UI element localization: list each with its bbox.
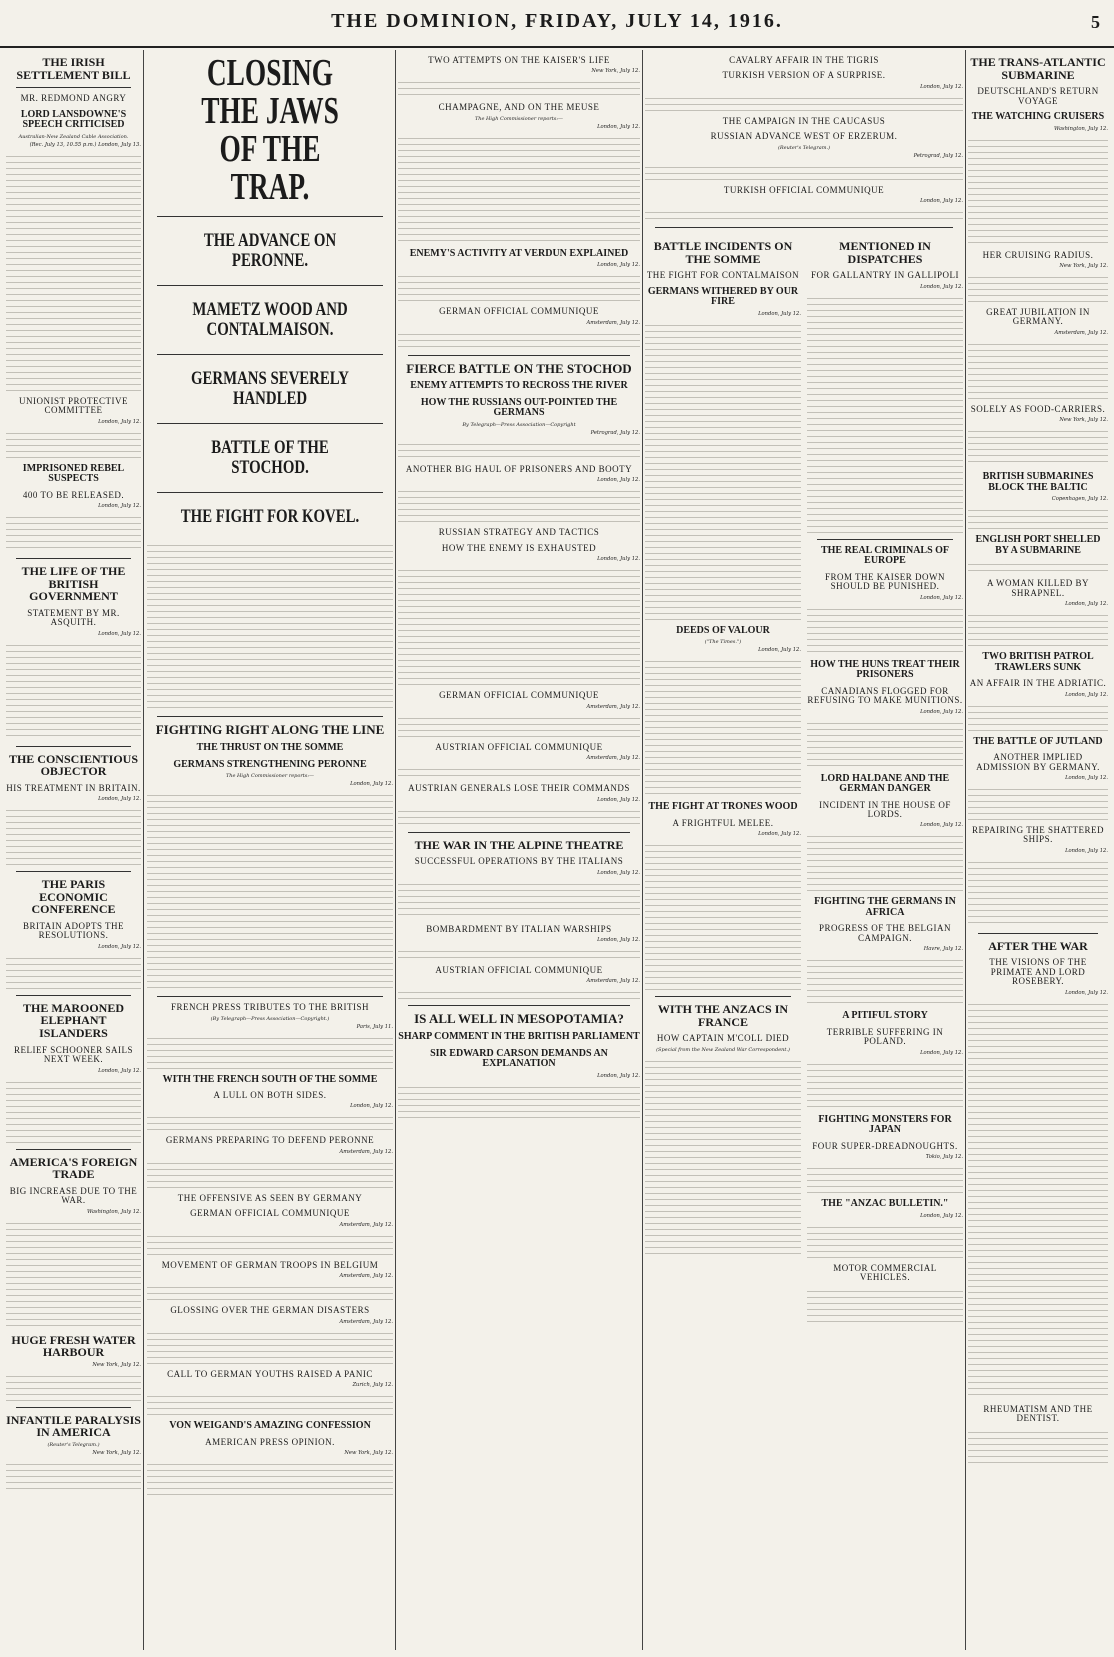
- headline: GREAT JUBILATION IN GERMANY.: [986, 307, 1090, 327]
- dateline: Amsterdam, July 12.: [339, 1148, 393, 1155]
- dateline: Paris, July 11.: [356, 1023, 393, 1030]
- headline: BRITISH SUBMARINES BLOCK THE BALTIC: [982, 471, 1094, 493]
- article-body: [147, 1158, 393, 1188]
- article-body: [147, 540, 393, 710]
- dateline: London, July 12.: [597, 477, 640, 484]
- headline: VON WEIGAND'S AMAZING CONFESSION: [169, 1420, 371, 1432]
- article-body: [398, 946, 640, 960]
- article-body: [968, 339, 1108, 399]
- headline: FIGHTING MONSTERS FOR JAPAN: [818, 1113, 952, 1136]
- headline: MOTOR COMMERCIAL VEHICLES.: [833, 1262, 937, 1283]
- dateline: London, July 12.: [98, 943, 141, 950]
- dateline: New York, July 12.: [1059, 263, 1108, 269]
- dateline: London, July 12.: [350, 1103, 393, 1110]
- article-body: [398, 486, 640, 522]
- article-body: [6, 1459, 141, 1489]
- headline: MOVEMENT OF GERMAN TROOPS IN BELGIUM: [161, 1259, 379, 1270]
- article-body: [645, 1056, 801, 1256]
- dateline: London, July 12.: [597, 937, 640, 944]
- headline: THE MAROONED ELEPHANT ISLANDERS: [22, 1000, 124, 1041]
- article-body: [968, 1427, 1108, 1467]
- headline: TWO BRITISH PATROL TRAWLERS SUNK: [982, 651, 1094, 673]
- article-body: [398, 271, 640, 301]
- subheadline: FOR GALLANTRY IN GALLIPOLI: [811, 270, 959, 281]
- byline: (Reuter's Telegram.): [777, 144, 831, 151]
- dateline: London, July 12.: [1065, 847, 1108, 854]
- column-4: [645, 50, 963, 1650]
- subheadline: RELIEF SCHOONER SAILS NEXT WEEK.: [13, 1044, 133, 1065]
- article-body: [807, 955, 963, 1005]
- article-body: [398, 1082, 640, 1122]
- main-subheadline: BATTLE OF THE STOCHOD.: [211, 436, 329, 478]
- subheadline: INCIDENT IN THE HOUSE OF LORDS.: [819, 799, 951, 819]
- dateline: London, July 12.: [597, 262, 640, 269]
- article-body: [645, 320, 801, 620]
- headline: GLOSSING OVER THE GERMAN DISASTERS: [170, 1305, 370, 1316]
- subheadline: GERMAN OFFICIAL COMMUNIQUE: [190, 1208, 350, 1219]
- headline: AFTER THE WAR: [988, 938, 1088, 953]
- headline: AUSTRIAN OFFICIAL COMMUNIQUE: [435, 965, 603, 976]
- dateline: London, July 12.: [1065, 775, 1108, 781]
- subheadline: GERMANS WITHERED BY OUR FIRE: [647, 285, 799, 308]
- dateline: Amsterdam, July 12.: [586, 703, 640, 710]
- dateline: London, July 12.: [597, 556, 640, 563]
- article-body: [968, 505, 1108, 529]
- headline: AMERICA'S FOREIGN TRADE: [9, 1154, 138, 1182]
- headline: AUSTRIAN OFFICIAL COMMUNIQUE: [435, 741, 603, 752]
- column-1: [6, 50, 141, 1650]
- two-column-section: [645, 234, 963, 1324]
- subheadline: HOW THE RUSSIANS OUT-POINTED THE GERMANS: [420, 396, 618, 419]
- byline: ("The Times."): [704, 639, 742, 646]
- article-body: [645, 207, 963, 221]
- article-body: [645, 93, 963, 111]
- article-body: [398, 713, 640, 737]
- byline: Australian-New Zealand Cable Association.: [18, 133, 129, 140]
- subheadline: THE FIGHT FOR CONTALMAISON: [646, 270, 800, 281]
- headline: THE IRISH SETTLEMENT BILL: [16, 55, 131, 82]
- column-3: [398, 50, 640, 1650]
- dateline: Petrograd, July 12.: [590, 429, 640, 436]
- column-rule: [395, 50, 396, 1650]
- headline: GERMAN OFFICIAL COMMUNIQUE: [439, 306, 599, 317]
- subheadline: A LULL ON BOTH SIDES.: [213, 1090, 327, 1101]
- headline: IMPRISONED REBEL SUSPECTS: [22, 462, 125, 484]
- subheadline: SUCCESSFUL OPERATIONS BY THE ITALIANS: [414, 856, 624, 867]
- headline: GERMANS PREPARING TO DEFEND PERONNE: [165, 1135, 375, 1146]
- headline: A WOMAN KILLED BY SHRAPNEL.: [986, 578, 1090, 598]
- subheadline: GERMANS STRENGTHENING PERONNE: [173, 758, 367, 770]
- dateline: London, July 12.: [1065, 601, 1108, 608]
- dateline: London, July 12.: [920, 1212, 963, 1219]
- column-rule: [965, 50, 966, 1650]
- sub-column-right: [807, 234, 963, 1324]
- subheadline: AN AFFAIR IN THE ADRIATIC.: [969, 678, 1107, 689]
- headline: FIERCE BATTLE ON THE STOCHOD: [406, 360, 632, 376]
- main-subheadline: MAMETZ WOOD AND CONTALMAISON.: [192, 298, 348, 340]
- column-5: [968, 50, 1108, 1650]
- subheadline: TURKISH VERSION OF A SURPRISE.: [722, 70, 886, 81]
- headline: INFANTILE PARALYSIS IN AMERICA: [6, 1412, 141, 1440]
- subheadline: FROM THE KAISER DOWN SHOULD BE PUNISHED.: [824, 571, 946, 592]
- subheadline: THE THRUST ON THE SOMME: [196, 742, 344, 754]
- article-body: [807, 1059, 963, 1109]
- headline: THE PARIS ECONOMIC CONFERENCE: [31, 877, 116, 917]
- subheadline: PROGRESS OF THE BELGIAN CAMPAIGN.: [818, 923, 952, 943]
- headline: ENEMY'S ACTIVITY AT VERDUN EXPLAINED: [409, 247, 629, 259]
- dateline: Amsterdam, July 12.: [339, 1273, 393, 1280]
- dateline: London, July 12.: [920, 283, 963, 290]
- article-body: [6, 1077, 141, 1143]
- dateline: London, July 12.: [98, 796, 141, 803]
- headline: IS ALL WELL IN MESOPOTAMIA?: [414, 1011, 624, 1027]
- headline: WITH THE ANZACS IN FRANCE: [657, 1002, 789, 1029]
- dateline: Petrograd, July 12.: [913, 152, 963, 159]
- dateline: Amsterdam, July 12.: [1054, 329, 1108, 336]
- article-body: [398, 77, 640, 97]
- dateline: Washington, July 12.: [1053, 125, 1108, 132]
- dateline: London, July 12.: [597, 796, 640, 803]
- dateline: Zurich, July 12.: [352, 1382, 393, 1389]
- headline: THE CONSCIENTIOUS OBJECTOR: [8, 751, 139, 779]
- headline: RHEUMATISM AND THE DENTIST.: [983, 1403, 1093, 1424]
- page-number: 5: [1091, 12, 1100, 32]
- dateline: London, July 12.: [758, 310, 801, 317]
- article-body: [6, 1218, 141, 1328]
- dateline: London, July 12.: [597, 1072, 640, 1079]
- subheadline: 400 TO BE RELEASED.: [22, 489, 125, 500]
- dateline: London, July 12.: [98, 502, 141, 509]
- headline: THE "ANZAC BULLETIN.": [821, 1198, 949, 1210]
- column-rule: [642, 50, 643, 1650]
- byline: By Telegraph—Press Association—Copyright: [462, 421, 576, 428]
- headline: HER CRUISING RADIUS.: [982, 249, 1094, 260]
- headline: TWO ATTEMPTS ON THE KAISER'S LIFE: [428, 55, 610, 65]
- headline: DEEDS OF VALOUR: [676, 624, 770, 636]
- dateline: London, July 12.: [920, 822, 963, 829]
- headline: MENTIONED IN DISPATCHES: [839, 239, 931, 266]
- headline: ANOTHER BIG HAUL OF PRISONERS AND BOOTY: [405, 463, 633, 474]
- subheadline: A FRIGHTFUL MELEE.: [672, 817, 774, 828]
- headline: A PITIFUL STORY: [842, 1010, 928, 1022]
- headline: CALL TO GERMAN YOUTHS RAISED A PANIC: [167, 1368, 373, 1379]
- article-body: [645, 840, 801, 990]
- article-body: [807, 831, 963, 891]
- subheadline: HIS TREATMENT IN BRITAIN.: [6, 782, 141, 793]
- article-body: [968, 559, 1108, 573]
- subheadline: ENEMY ATTEMPTS TO RECROSS THE RIVER: [410, 380, 628, 392]
- article-body: [968, 610, 1108, 646]
- article-body: [968, 784, 1108, 820]
- headline: THE REAL CRIMINALS OF EUROPE: [820, 544, 950, 567]
- article-body: [147, 1282, 393, 1300]
- headline: THE CAMPAIGN IN THE CAUCASUS: [722, 115, 886, 126]
- subheadline: DEUTSCHLAND'S RETURN VOYAGE: [977, 86, 1099, 106]
- byline: (Reuter's Telegram.): [47, 1441, 100, 1448]
- dateline: Amsterdam, July 12.: [339, 1221, 393, 1228]
- dateline: New York, July 12.: [92, 1361, 141, 1368]
- article-body: [6, 805, 141, 865]
- masthead: [0, 0, 1114, 48]
- dateline: London, July 12.: [1065, 989, 1108, 996]
- article-body: [807, 1286, 963, 1322]
- subheadline: AMERICAN PRESS OPINION.: [205, 1436, 335, 1447]
- headline: HOW THE HUNS TREAT THEIR PRISONERS: [810, 658, 960, 681]
- headline: AUSTRIAN GENERALS LOSE THEIR COMMANDS: [408, 783, 630, 794]
- subheadline: BIG INCREASE DUE TO THE WAR.: [9, 1185, 138, 1206]
- dateline: New York, July 12.: [92, 1449, 141, 1456]
- dateline: Amsterdam, July 12.: [586, 755, 640, 762]
- subheadline: HOW THE ENEMY IS EXHAUSTED: [441, 542, 597, 553]
- subheadline: SHARP COMMENT IN THE BRITISH PARLIAMENT: [398, 1031, 640, 1043]
- byline: (Special from the New Zealand War Correspondent.): [656, 1046, 790, 1053]
- headline: UNIONIST PROTECTIVE COMMITTEE: [18, 395, 129, 416]
- byline: (By Telegraph—Press Association—Copyright.): [210, 1015, 330, 1022]
- headline: THE WAR IN THE ALPINE THEATRE: [414, 837, 624, 852]
- article-body: [147, 1231, 393, 1255]
- headline: THE TRANS-ATLANTIC SUBMARINE: [970, 55, 1106, 82]
- article-body: [6, 428, 141, 458]
- headline: TURKISH OFFICIAL COMMUNIQUE: [723, 184, 885, 195]
- headline: GERMAN OFFICIAL COMMUNIQUE: [439, 690, 599, 701]
- headline: ENGLISH PORT SHELLED BY A SUBMARINE: [975, 534, 1101, 556]
- article-body: [398, 565, 640, 685]
- dateline: London, July 12.: [98, 630, 141, 637]
- article-body: [6, 1371, 141, 1401]
- subheadline: LORD LANSDOWNE'S SPEECH CRITICISED: [20, 108, 127, 131]
- dateline: London, July 12.: [758, 831, 801, 838]
- subheadline: FOUR SUPER-DREADNOUGHTS.: [812, 1140, 958, 1151]
- byline: The High Commissioner reports:—: [474, 115, 564, 122]
- subheadline: CANADIANS FLOGGED FOR REFUSING TO MAKE MUNITIONS.: [807, 685, 963, 706]
- main-subheadline: THE ADVANCE ON PERONNE.: [203, 230, 337, 271]
- headline: FRENCH PRESS TRIBUTES TO THE BRITISH: [170, 1002, 370, 1013]
- dateline: Tokio, July 12.: [925, 1154, 963, 1161]
- headline: WITH THE FRENCH SOUTH OF THE SOMME: [162, 1073, 378, 1085]
- article-body: [807, 1163, 963, 1193]
- article-body: [398, 764, 640, 778]
- column-2: [147, 50, 393, 1650]
- headline: FIGHTING RIGHT ALONG THE LINE: [155, 722, 385, 738]
- article-body: [968, 135, 1108, 245]
- subheadline: TERRIBLE SUFFERING IN POLAND.: [826, 1026, 944, 1047]
- headline: RUSSIAN STRATEGY AND TACTICS: [438, 527, 600, 538]
- article-body: [398, 329, 640, 349]
- article-body: [398, 806, 640, 826]
- sub-column-left: [645, 234, 801, 1324]
- article-body: [398, 879, 640, 919]
- dateline: London, July 12.: [920, 83, 963, 90]
- headline: HUGE FRESH WATER HARBOUR: [11, 1332, 136, 1360]
- article-body: [398, 133, 640, 243]
- headline: THE FIGHT AT TRONES WOOD: [648, 801, 798, 813]
- headline: THE OFFENSIVE AS SEEN BY GERMANY: [177, 1192, 363, 1203]
- headline: THE BATTLE OF JUTLAND: [973, 735, 1103, 747]
- headline: LORD HALDANE AND THE GERMAN DANGER: [820, 772, 950, 795]
- main-subheadline: THE FIGHT FOR KOVEL.: [180, 505, 360, 527]
- byline: The High Commissioner reports:—: [225, 773, 315, 780]
- article-body: [645, 162, 963, 180]
- dateline: London, July 12.: [1065, 691, 1108, 698]
- article-body: [147, 1112, 393, 1130]
- dateline: Amsterdam, July 12.: [339, 1318, 393, 1325]
- article-body: [807, 604, 963, 654]
- article-body: [147, 790, 393, 990]
- dateline: Copenhagen, July 12.: [1051, 496, 1108, 503]
- headline: BOMBARDMENT BY ITALIAN WARSHIPS: [426, 923, 612, 934]
- dateline: (Rec. July 13, 10.55 p.m.) London, July 13.: [29, 141, 141, 148]
- headline: CHAMPAGNE, AND ON THE MEUSE: [438, 102, 600, 113]
- dateline: New York, July 12.: [344, 1450, 393, 1457]
- article-body: [968, 857, 1108, 927]
- subheadline: MR. REDMOND ANGRY: [20, 93, 127, 104]
- dateline: London, July 12.: [758, 647, 801, 654]
- dateline: Amsterdam, July 12.: [586, 319, 640, 326]
- article-body: [6, 640, 141, 740]
- newspaper-title: THE DOMINION, FRIDAY, JULY 14, 1916.: [331, 10, 783, 32]
- headline: BATTLE INCIDENTS ON THE SOMME: [653, 239, 793, 266]
- dateline: Havre, July 12.: [923, 946, 963, 953]
- subheadline: STATEMENT BY MR. ASQUITH.: [27, 607, 120, 628]
- article-body: [147, 1459, 393, 1499]
- dateline: London, July 12.: [920, 708, 963, 715]
- headline: CAVALRY AFFAIR IN THE TIGRIS: [729, 55, 879, 65]
- headline: FIGHTING THE GERMANS IN AFRICA: [814, 896, 956, 918]
- article-body: [147, 1391, 393, 1415]
- subheadline: BRITAIN ADOPTS THE RESOLUTIONS.: [22, 921, 125, 941]
- dateline: London, July 12.: [920, 198, 963, 205]
- article-body: [968, 426, 1108, 466]
- article-body: [398, 439, 640, 459]
- article-body: [807, 1222, 963, 1258]
- article-body: [147, 1033, 393, 1069]
- article-body: [968, 701, 1108, 731]
- dateline: New York, July 12.: [591, 68, 640, 75]
- column-rule: [143, 50, 144, 1650]
- dateline: London, July 12.: [597, 869, 640, 876]
- main-subheadline: GERMANS SEVERELY HANDLED: [191, 367, 349, 409]
- dateline: London, July 12.: [350, 781, 393, 788]
- article-body: [645, 656, 801, 796]
- subheadline: ANOTHER IMPLIED ADMISSION BY GERMANY.: [976, 752, 1100, 772]
- dateline: London, July 12.: [597, 123, 640, 130]
- article-body: [968, 272, 1108, 302]
- article-body: [6, 151, 141, 391]
- headline: REPAIRING THE SHATTERED SHIPS.: [971, 825, 1104, 845]
- dateline: London, July 12.: [920, 594, 963, 601]
- headline: THE LIFE OF THE BRITISH GOVERNMENT: [21, 563, 126, 604]
- article-body: [398, 987, 640, 999]
- dateline: Amsterdam, July 12.: [586, 978, 640, 985]
- headline: SOLELY AS FOOD-CARRIERS.: [970, 403, 1106, 414]
- article-body: [807, 293, 963, 533]
- subheadline: HOW CAPTAIN M'COLL DIED: [656, 1033, 790, 1044]
- dateline: London, July 12.: [98, 418, 141, 425]
- subheadline: RUSSIAN ADVANCE WEST OF ERZERUM.: [710, 131, 898, 142]
- article-body: [807, 718, 963, 768]
- dateline: New York, July 12.: [1059, 417, 1108, 424]
- article-body: [6, 953, 141, 989]
- article-body: [6, 512, 141, 552]
- article-body: [147, 1328, 393, 1364]
- dateline: London, July 12.: [920, 1049, 963, 1056]
- subheadline: THE WATCHING CRUISERS: [971, 111, 1105, 123]
- subheadline: THE VISIONS OF THE PRIMATE AND LORD ROSEBERY.: [989, 957, 1087, 987]
- subheadline: SIR EDWARD CARSON DEMANDS AN EXPLANATION: [430, 1047, 608, 1070]
- dateline: London, July 12.: [98, 1067, 141, 1074]
- main-headline: CLOSING THE JAWS OF THE TRAP.: [201, 52, 339, 208]
- dateline: Washington, July 12.: [86, 1208, 141, 1215]
- article-body: [968, 999, 1108, 1399]
